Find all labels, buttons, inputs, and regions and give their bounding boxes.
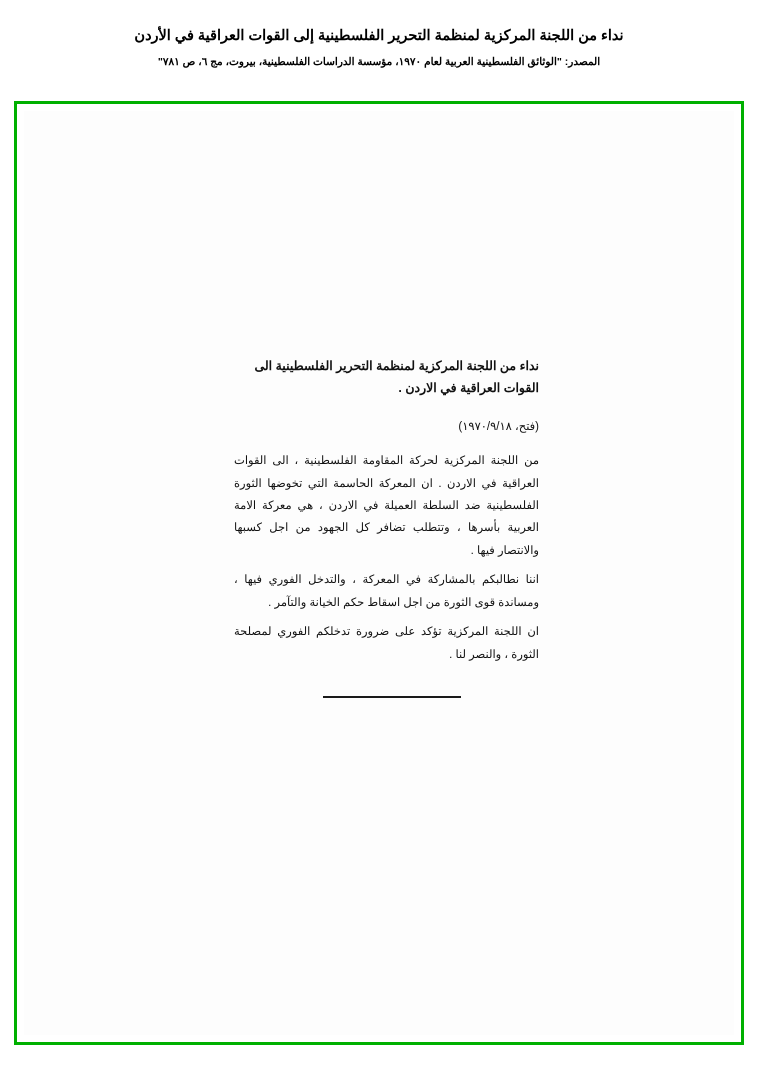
document-header — [0, 0, 758, 68]
scan-paragraph: اننا نطالبكم بالمشاركة في المعركة ، والتدخل الفوري فيها ، ومساندة قوى الثورة من اجل اسقاط حكم الخيانة والتآمر . — [234, 574, 539, 609]
scan-date-line: (فتح، ١٩٧٠/٩/١٨) — [458, 420, 539, 433]
horizontal-divider — [323, 696, 461, 698]
page-title: نداء من اللجنة المركزية لمنظمة التحرير الفلسطينية إلى القوات العراقية في الأردن — [134, 28, 624, 44]
scanned-page-content — [24, 111, 734, 1035]
scan-paragraph: من اللجنة المركزية لحركة المقاومة الفلسطينية ، الى القوات العراقية في الاردن . ان المعركة الحاسمة التي تخوضها الثورة الفلسطينية ضد السلطة العميلة في الاردن ، هي معركة الامة العربية بأسرها ، وتتطلب تضافر كل الجهود من اجل كسبها والانتصار فيها . — [234, 455, 539, 557]
scan-heading: نداء من اللجنة المركزية لمنظمة التحرير الفلسطينية الى القوات العراقية في الاردن . — [254, 359, 539, 395]
scanned-page-frame — [14, 101, 744, 1045]
source-citation: المصدر: "الوثائق الفلسطينية العربية لعام ١٩٧٠، مؤسسة الدراسات الفلسطينية، بيروت، مج ٦، ص ٧٨١" — [157, 56, 601, 69]
scanned-text-block — [234, 356, 539, 698]
scan-paragraph: ان اللجنة المركزية تؤكد على ضرورة تدخلكم الفوري لمصلحة الثورة ، والنصر لنا . — [234, 626, 539, 661]
